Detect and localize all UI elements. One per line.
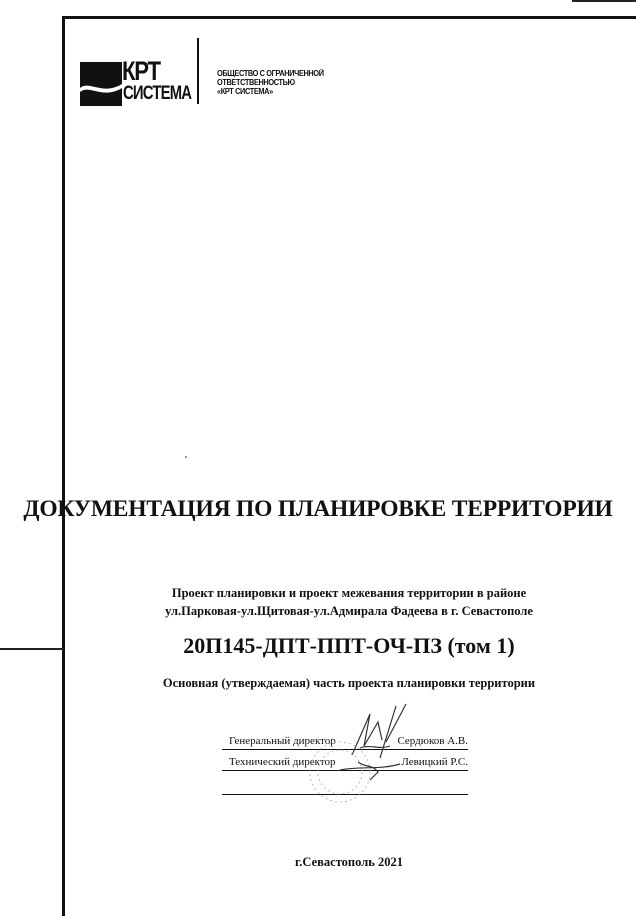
company-name-line: «КРТ СИСТЕМА» xyxy=(217,87,273,96)
subtitle-line: ул.Парковая-ул.Щитовая-ул.Адмирала Фадеева в г. Севастополе xyxy=(165,604,533,618)
company-logo xyxy=(80,56,192,110)
subtitle-line: Проект планировки и проект межевания территории в районе xyxy=(171,586,527,600)
company-name-line: ОБЩЕСТВО С ОГРАНИЧЕННОЙ xyxy=(217,69,324,78)
signatory-position: Генеральный директор xyxy=(229,735,336,747)
company-name-line: ОТВЕТСТВЕННОСТЬЮ xyxy=(217,78,295,87)
company-name xyxy=(217,69,333,96)
handwritten-signature xyxy=(300,700,430,820)
project-subtitle xyxy=(62,584,636,620)
city-year: г.Севастополь 2021 xyxy=(295,855,403,869)
document-title: ДОКУМЕНТАЦИЯ ПО ПЛАНИРОВКЕ ТЕРРИТОРИИ xyxy=(23,496,613,522)
signatory-name: Сердюков А.В. xyxy=(397,735,468,747)
scan-speck xyxy=(185,456,187,458)
logo-text-sistema: СИСТЕМА xyxy=(123,83,192,104)
logo-mark-icon xyxy=(80,58,124,110)
document-code: 20П145-ДПТ-ППТ-ОЧ-ПЗ (том 1) xyxy=(183,633,515,658)
top-edge-line xyxy=(572,0,636,2)
signatory-name: Левицкий Р.С. xyxy=(401,756,468,768)
margin-mark-line xyxy=(0,648,64,650)
signatory-position: Технический директор xyxy=(229,756,336,768)
logo-text-krt: КРТ xyxy=(122,56,160,86)
document-part: Основная (утверждаемая) часть проекта планировки территории xyxy=(162,676,536,690)
logo-divider xyxy=(197,38,199,104)
